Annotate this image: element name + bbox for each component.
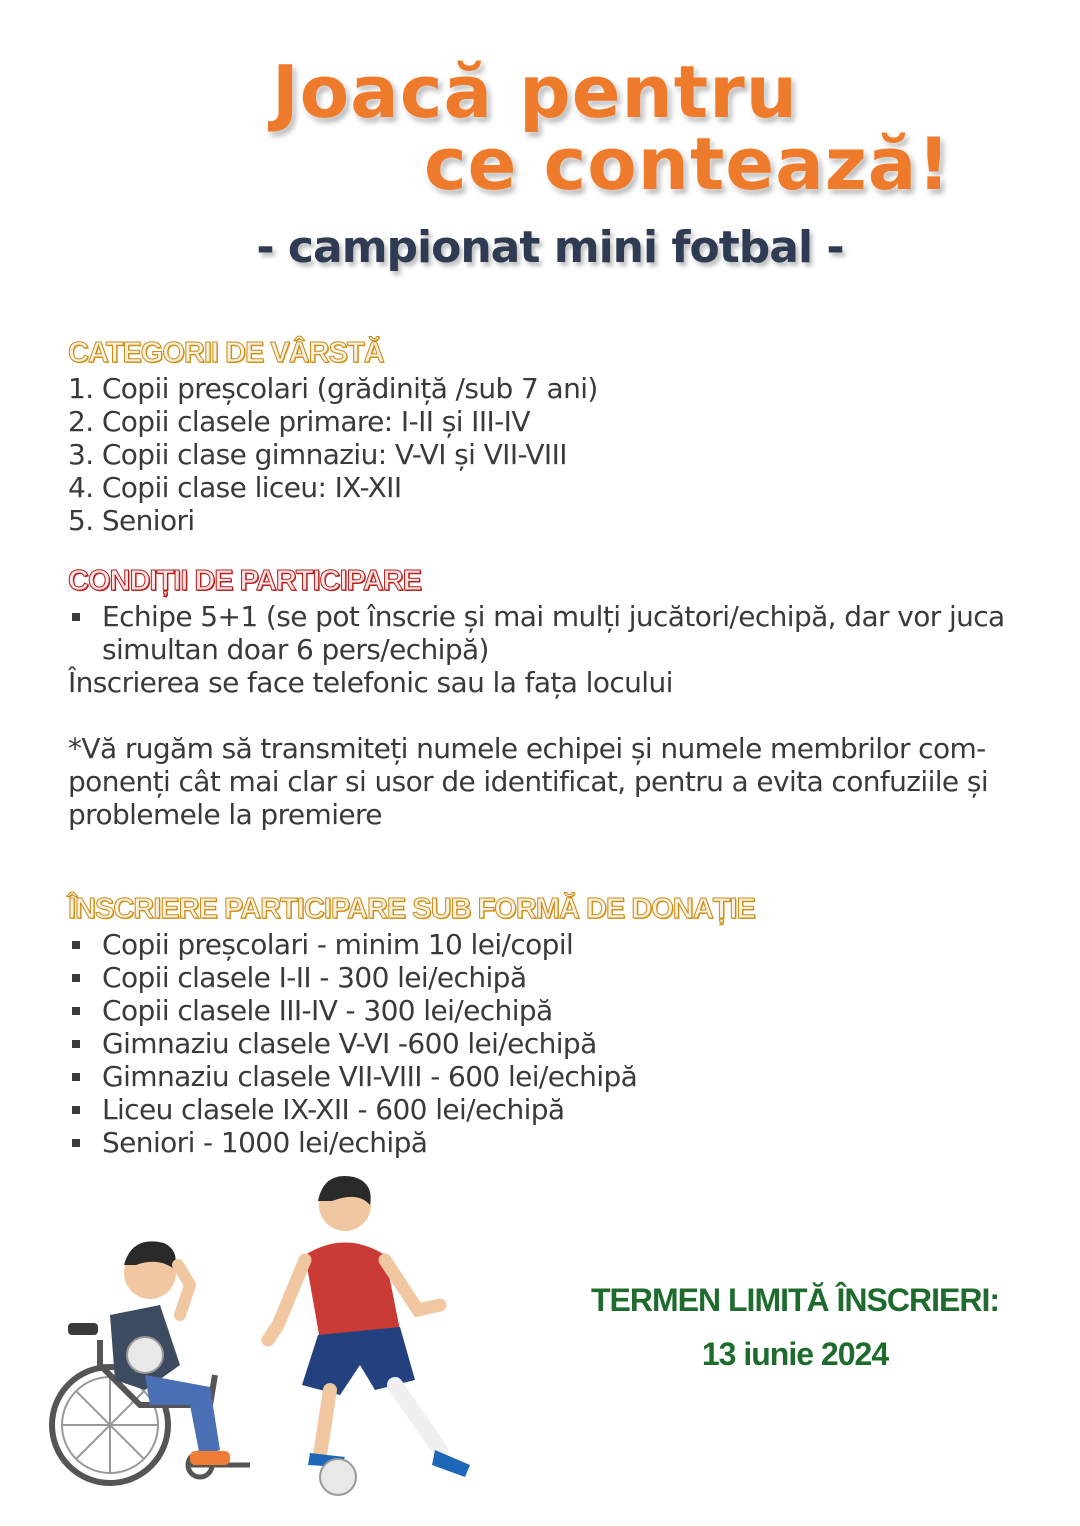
subtitle: - campionat mini fotbal - (256, 222, 844, 273)
ball-icon (127, 1337, 163, 1373)
bullet-icon (72, 613, 80, 621)
players-illustration (40, 1165, 520, 1505)
list-item: 1. Copii preșcolari (grădiniță /sub 7 ani) (68, 372, 598, 405)
bullet-icon (72, 1073, 80, 1081)
conditions-team-rule: Echipe 5+1 (se pot înscrie și mai mulți jucători/echipă, dar vor juca simultan doar 6 pers/echipă) (102, 600, 1005, 666)
list-item (68, 1060, 1028, 1093)
list-item: 5. Seniori (68, 504, 195, 537)
bullet-icon (72, 941, 80, 949)
donation-heading: ÎNSCRIERE PARTICIPARE SUB FORMĂ DE DONAȚIE (68, 893, 755, 925)
list-item: 2. Copii clasele primare: I-II și III-IV (68, 405, 530, 438)
age-categories-heading: CATEGORII DE VÂRSTĂ (68, 337, 384, 369)
donation-list (68, 928, 1028, 1159)
donation-item: Liceu clasele IX-XII - 600 lei/echipă (102, 1093, 565, 1126)
conditions-section (68, 564, 1028, 831)
bullet-icon (72, 1139, 80, 1147)
conditions-registration: Înscrierea se face telefonic sau la fața locului (68, 666, 673, 699)
list-item: 3. Copii clase gimnaziu: V-VI și VII-VIII (68, 438, 567, 471)
donation-item: Copii clasele III-IV - 300 lei/echipă (102, 994, 553, 1027)
list-item (68, 1126, 1028, 1159)
donation-item: Seniori - 1000 lei/echipă (102, 1126, 428, 1159)
conditions-list (68, 600, 1028, 666)
donation-item: Copii preșcolari - minim 10 lei/copil (102, 928, 574, 961)
list-item (68, 600, 1028, 666)
ball-icon (320, 1459, 356, 1495)
bullet-icon (72, 1106, 80, 1114)
list-item: 4. Copii clase liceu: IX-XII (68, 471, 402, 504)
list-item (68, 961, 1028, 994)
bullet-icon (72, 1040, 80, 1048)
list-item (68, 928, 1028, 961)
age-categories-section (68, 336, 1028, 537)
donation-item: Gimnaziu clasele V-VI -600 lei/echipă (102, 1027, 597, 1060)
donation-section (68, 892, 1028, 1159)
bullet-icon (72, 1007, 80, 1015)
list-item (68, 1093, 1028, 1126)
title-line-1: Joacă pentru (272, 50, 798, 134)
soccer-player-figure (268, 1176, 470, 1495)
list-item (68, 1027, 1028, 1060)
donation-item: Copii clasele I-II - 300 lei/echipă (102, 961, 527, 994)
conditions-heading: CONDIȚII DE PARTICIPARE (68, 565, 421, 597)
title-line-2: ce contează! (424, 122, 952, 206)
conditions-note: *Vă rugăm să transmiteți numele echipei și numele membrilor com-ponenți cât mai clar si usor de identificat, pentru a evita confuziile și problemele la premiere (68, 732, 989, 831)
list-item (68, 994, 1028, 1027)
age-categories-list (68, 372, 1028, 537)
deadline-date: 13 iunie 2024 (701, 1336, 889, 1372)
donation-item: Gimnaziu clasele VII-VIII - 600 lei/echipă (102, 1060, 638, 1093)
bullet-icon (72, 974, 80, 982)
wheelchair-player-figure (52, 1241, 250, 1483)
deadline-label: TERMEN LIMITĂ ÎNSCRIERI: (591, 1282, 999, 1318)
